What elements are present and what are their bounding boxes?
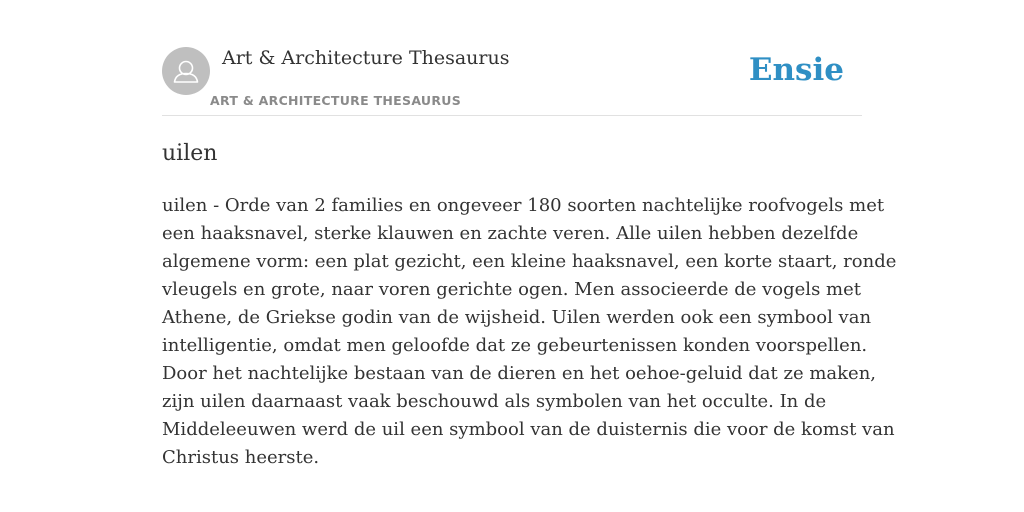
article-line: Door het nachtelijke bestaan van de dieren en het oehoe-geluid dat ze maken, [162,363,877,384]
article-line: vleugels en grote, naar voren gerichte ogen. Men associeerde de vogels met [162,279,861,300]
article-body [162,192,897,472]
article-line: zijn uilen daarnaast vaak beschouwd als symbolen van het occulte. In de [162,391,827,412]
author-name[interactable]: Art & Architecture Thesaurus [222,47,510,69]
article-line: Middeleeuwen werd de uil een symbool van de duisternis die voor de komst van [162,419,895,440]
user-avatar-icon [162,47,210,95]
avatar[interactable] [162,47,210,95]
article-line: algemene vorm: een plat gezicht, een kleine haaksnavel, een korte staart, ronde [162,251,897,272]
ensie-logo-link[interactable]: Ensie [748,52,844,88]
author-source[interactable]: ART & ARCHITECTURE THESAURUS [210,93,462,108]
article-line: een haaksnavel, sterke klauwen en zachte veren. Alle uilen hebben dezelfde [162,223,859,244]
page-title: uilen [162,141,218,166]
article-line: intelligentie, omdat men geloofde dat ze gebeurtenissen konden voorspellen. [162,335,868,356]
author-header [162,46,862,116]
article-line: Athene, de Griekse godin van de wijsheid. Uilen werden ook een symbool van [162,307,872,328]
article-line: uilen - Orde van 2 families en ongeveer 180 soorten nachtelijke roofvogels met [162,195,885,216]
article-line: Christus heerste. [162,447,320,468]
